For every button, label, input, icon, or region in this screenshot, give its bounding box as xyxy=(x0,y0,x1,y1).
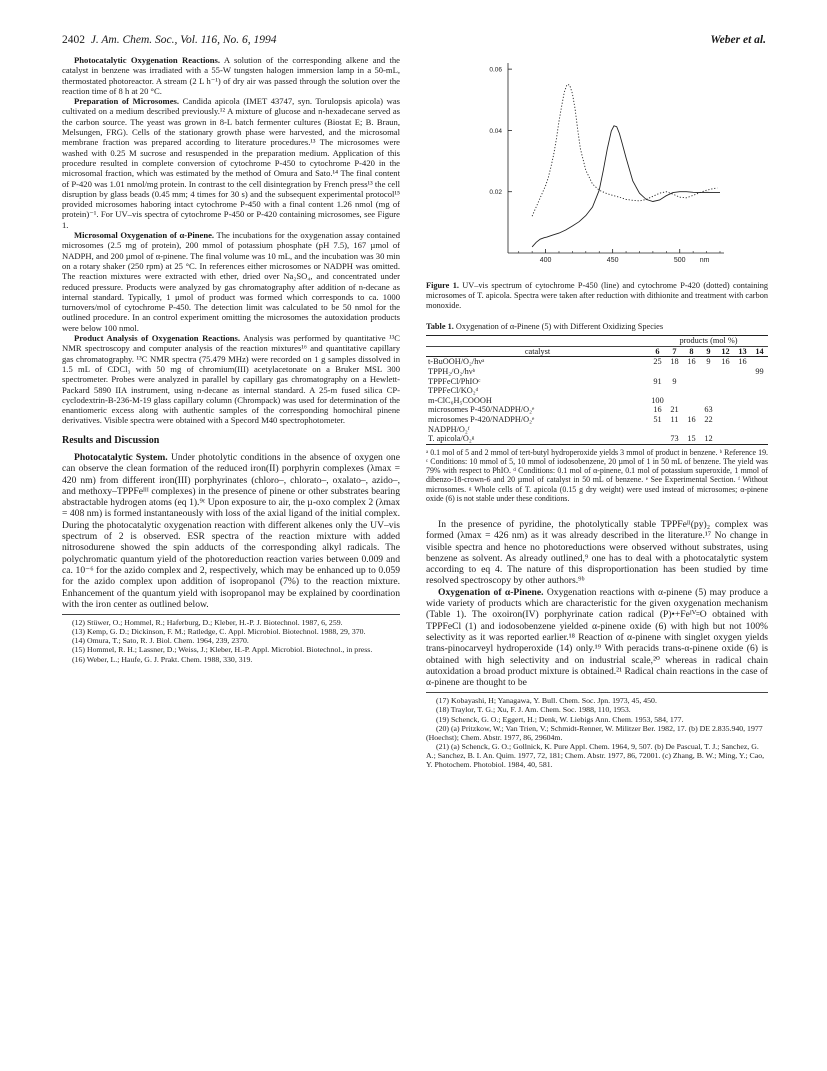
paragraph-microsome-preparation xyxy=(62,96,400,230)
value-cell xyxy=(751,357,768,367)
table-title xyxy=(426,322,768,332)
value-cell xyxy=(734,415,751,425)
section-title: Results and Discussion xyxy=(62,434,160,446)
value-cell xyxy=(751,425,768,435)
value-cell xyxy=(683,367,700,377)
value-cell xyxy=(734,386,751,396)
product-column-header: 9 xyxy=(700,346,717,357)
y-tick-label: 0.04 xyxy=(489,127,502,135)
paragraph-photocatalytic-system xyxy=(62,452,400,610)
value-cell xyxy=(734,434,751,444)
paragraph-product-analysis xyxy=(62,333,400,426)
left-column xyxy=(62,55,400,664)
table-empty-cell xyxy=(426,336,649,347)
reference-item: (16) Weber, L.; Haufe, G. J. Prakt. Chem. 1988, 330, 319. xyxy=(72,654,253,664)
value-cell xyxy=(751,386,768,396)
value-cell xyxy=(700,377,717,387)
paragraph-text: A solution of the corresponding alkene and the catalyst in benzene was irradiated with a 55-W tungsten halogen immersion lamp in a 50-mL, thermostated photoreactor. A stream (2 L h⁻¹) of dry air was passed through the solution over the reaction time of 8 h at 20 °C. xyxy=(62,55,400,96)
p450-solid-series xyxy=(532,126,720,247)
right-column xyxy=(426,55,768,769)
value-cell xyxy=(734,396,751,406)
value-cell: 22 xyxy=(704,414,713,424)
catalyst-cell: microsomes P-450/NADPH/O₂ᵉ xyxy=(428,405,535,415)
products-header: products (mol %) xyxy=(649,336,768,347)
table-row xyxy=(426,377,768,387)
value-cell xyxy=(700,367,717,377)
paragraph-text: Candida apicola (IMET 43747, syn. Torulopsis apicola) was cultivated on a medium described previously.¹² A mixture of glucose and n-hexadecane served as the carbon source. The yeast was grown in 8-L batch fermenter cultures (Biostat E; B. Braun, Melsungen, FRG). Cells of the stationary growth phase were harvested, and the microsomal membrane fraction was prepared according to literature procedures.¹³ The microsomes were washed with 0.25 M sucrose and resuspended in the preparation medium. Application of this procedure resulted in complete conversion of cytochrome P-450 to cytochrome P-420 in the microsomal fraction, which was estimated by the method of Omura and Sato.¹⁴ The final content of P-420 was 1.01 nmol/mg protein. In contrast to the cell disintegration by French press¹³ the cell disruption by glass beads (0.45 mm; 4 times for 30 s) and the subsequent experimental protocol¹⁵ provided microsomes haboring intact cytochrome P-450 with a final content 1.26 nmol (mg of protein)⁻¹. For UV–vis spectra of cytochrome P-450 or P-420 containing microsomes, see Figure 1. xyxy=(62,96,400,230)
value-cell xyxy=(666,425,683,435)
references-right xyxy=(426,692,768,769)
value-cell: 16 xyxy=(653,405,662,415)
paragraph-text: The incubations for the oxygenation assay contained microsomes (2.5 mg of protein), 200 mmol of potassium phosphate (pH 7.5), 167 µmol of NADPH, and 200 µmol of α-pinene. The final volume was 10 mL, and the incubation was 30 min on a rotary shaker (250 rpm) at 25 °C. In references either microsomes or NADPH was omitted. The reaction mixtures were extracted with ether, dried over Na₂SO₄, and concentrated under reduced pressure. Products were analyzed by gas chromatography after addition of n-decane as internal standard. Typically, 1 µmol of product was formed which corresponds to ca. 1000 turnovers/mol of cytochrome P-450. The detection limit was calculated to be 50 nmol for the outlined procedure. In an control experiment omitting the microsomes the autoxidation products were below 100 nmol. xyxy=(62,230,400,333)
table-header-row xyxy=(426,336,768,347)
reference-item: (13) Kemp, G. D.; Dickinson, F. M.; Ratledge, C. Appl. Microbiol. Biotechnol. 1988, 29, 370. xyxy=(72,627,366,637)
value-cell xyxy=(751,396,768,406)
paragraph-text: Oxygenation reactions with α-pinene (5) may produce a wide variety of products which are characteristic for the given oxygenation mechanism (Table 1). The oxoiron(IV) porphyrinate cation radical (P)•+Feᴵⱽ꞊O obtained with TPPFeCl (1) and iodosobenzene yielded α-pinene oxide (6) with high but not 100% selectivity as it was reported earlier.¹⁸ Reaction of α-pinene with singlet oxygen yields trans-pinocarveyl hydroperoxide (14) only.¹⁹ With peracids trans-α-pinene oxide (6) is obtained with high selectivity and on industrial scale,²⁰ whereas in radical chain autoxidation a broad product mixture is obtained.²¹ Radical chain reactions in the case of α-pinene are thought to be xyxy=(426,586,768,689)
run-in-heading: Oxygenation of α-Pinene. xyxy=(438,586,544,598)
value-cell: 51 xyxy=(653,414,662,424)
product-column-header: 7 xyxy=(666,346,683,357)
table-column-header-row xyxy=(426,346,768,357)
references-left xyxy=(62,614,400,663)
value-cell xyxy=(751,377,768,387)
table-label: Table 1. xyxy=(426,322,454,332)
table-row xyxy=(426,386,768,396)
reference-item: (15) Hommel, R. H.; Lassner, D.; Weiss, J.; Kleber, H.-P. Appl. Microbiol. Biotechnol., in press. xyxy=(72,645,373,655)
journal-citation: J. Am. Chem. Soc., Vol. 116, No. 6, 1994 xyxy=(90,34,277,46)
x-tick-label: 500 xyxy=(673,257,686,264)
paragraph-text: Analysis was performed by quantitative ¹³C NMR spectroscopy and computer analysis of the reaction mixtures¹⁶ and quantitative capillary gas chromatography. ¹³C NMR spectra (75.479 MHz) were recorded on 1 g samples dissolved in 1.5 mL of CDCl₃ with 50 mg of chromium(III) acetylacetonate on a Bruker MSL 300 spectrometer. Probes were analyzed in parallel by capillary gas chromatography on a Hewlett-Packard 5890 IIA instrument, using n-decane as internal standard. A 25-m fused silica CP-cyclodextrin-B-236-M-19 glass capillary column (Chrompack) was used for determination of the enantiomeric excess along with authentic samples of the corresponding homochiral pinene derivatives. Visible spectra were obtained with a Specord M40 spectrophotometer. xyxy=(62,333,400,426)
catalyst-header: catalyst xyxy=(426,346,649,357)
run-in-heading: Preparation of Microsomes. xyxy=(74,96,180,107)
figure-1-spectrum xyxy=(426,55,768,277)
value-cell xyxy=(683,377,700,387)
value-cell xyxy=(751,415,768,425)
value-cell: 15 xyxy=(687,434,696,444)
page-header xyxy=(62,34,766,50)
x-tick-label: 450 xyxy=(606,257,619,264)
value-cell xyxy=(666,396,683,406)
page-number: 2402 xyxy=(62,34,85,46)
value-cell xyxy=(683,386,700,396)
value-cell xyxy=(734,367,751,377)
value-cell xyxy=(717,367,734,377)
value-cell xyxy=(751,434,768,444)
catalyst-cell: TPPFeCl/KO₂ᵈ xyxy=(428,386,479,396)
value-cell xyxy=(734,377,751,387)
x-tick-label: 400 xyxy=(539,257,552,264)
value-cell: 25 xyxy=(653,357,662,367)
value-cell xyxy=(717,405,734,415)
value-cell xyxy=(683,425,700,435)
product-column-header: 6 xyxy=(649,346,666,357)
catalyst-cell: TPPFeCl/PhIOᶜ xyxy=(428,376,481,386)
value-cell: 21 xyxy=(670,405,679,415)
value-cell: 16 xyxy=(721,357,730,367)
value-cell: 99 xyxy=(755,366,764,376)
y-tick-label: 0.06 xyxy=(489,66,502,74)
paragraph-pinene-oxygenation xyxy=(426,587,768,689)
catalyst-cell: microsomes P-420/NADPH/O₂ᵉ xyxy=(428,414,535,424)
value-cell xyxy=(717,415,734,425)
figure-caption xyxy=(426,281,768,310)
catalyst-cell: NADPH/O₂ᶠ xyxy=(428,424,470,434)
table-row xyxy=(426,425,768,435)
value-cell: 100 xyxy=(651,395,664,405)
catalyst-cell: T. apicola/O₂ᵍ xyxy=(428,434,475,444)
value-cell xyxy=(649,434,666,444)
table-row xyxy=(426,396,768,406)
value-cell: 63 xyxy=(704,405,713,415)
value-cell: 91 xyxy=(653,376,662,386)
value-cell xyxy=(700,396,717,406)
value-cell: 11 xyxy=(670,414,679,424)
caption-text: UV–vis spectrum of cytochrome P-450 (line) and cytochrome P-420 (dotted) containing microsomes of T. apicola. Spectra were taken after reduction with dithionite and treatment with carbon monoxide. xyxy=(426,281,768,310)
table-1 xyxy=(426,335,768,445)
product-column-header: 13 xyxy=(734,346,751,357)
reference-item: (20) (a) Pritzkow, W.; Van Trien, V.; Schmidt-Renner, W. Militzer Ber. 1982, 17. (b) DE 2.835.940, 1977 (Hoechst); Chem. Abstr. 1977, 86, 29604m. xyxy=(426,723,763,742)
value-cell: 16 xyxy=(687,414,696,424)
value-cell xyxy=(649,425,666,435)
value-cell xyxy=(717,377,734,387)
value-cell: 18 xyxy=(670,357,679,367)
y-tick-label: 0.02 xyxy=(489,189,502,197)
run-in-heading: Microsomal Oxygenation of α-Pinene. xyxy=(74,230,215,241)
caption-label: Figure 1. xyxy=(426,281,459,290)
reference-item: (17) Kobayashi, H; Yanagawa, Y. Bull. Chem. Soc. Jpn. 1973, 45, 450. xyxy=(436,696,657,706)
table-body xyxy=(426,357,768,444)
value-cell xyxy=(666,367,683,377)
product-column-header: 14 xyxy=(751,346,768,357)
value-cell: 16 xyxy=(687,357,696,367)
run-in-heading: Photocatalytic System. xyxy=(74,451,168,463)
value-cell xyxy=(734,405,751,415)
spacer xyxy=(426,503,768,519)
running-head-authors: Weber et al. xyxy=(710,34,766,46)
p420-dotted-series xyxy=(532,85,717,217)
reference-item: (19) Schenck, G. O.; Eggert, H.; Denk, W. Liebigs Ann. Chem. 1953, 584, 177. xyxy=(436,714,684,724)
value-cell: 16 xyxy=(738,357,747,367)
value-cell xyxy=(649,386,666,396)
running-head-left xyxy=(62,34,277,46)
reference-item: (18) Traylor, T. G.; Xu, F. J. Am. Chem. Soc. 1988, 110, 1953. xyxy=(436,705,631,715)
table-row xyxy=(426,357,768,367)
value-cell xyxy=(683,405,700,415)
product-column-header: 8 xyxy=(683,346,700,357)
catalyst-cell: t-BuOOH/O₂/hνᵃ xyxy=(428,357,485,367)
table-footnotes: ᵃ 0.1 mol of 5 and 2 mmol of tert-butyl hydroperoxide yields 3 mmol of product in benzene. ᵇ Reference 19. ᶜ Conditions: 10 mmol of 5, 10 mmol of iodosobenzene, 20 µmol of 1 in 50 mL of benzene. The yield was 79% with respect to PhIO. ᵈ Conditions: 0.1 mol of α-pinene, 0.1 mol of potassium superoxide, 1 mmol of dibenzo-18-crown-6 and 20 µmol of catalyst in 50 mL of benzene. ᵉ See Experimental Section. ᶠ Without microsomes. ᵍ Whole cells of T. apicola (0.15 g dry weight) were used instead of microsomes; α-pinene oxide (6) is not stable under these conditions. xyxy=(426,447,768,503)
x-unit-label: nm xyxy=(699,257,710,264)
catalyst-cell: m-ClC₆H₅COOOH xyxy=(428,395,492,405)
spectrum-chart xyxy=(426,55,768,277)
table-title-text: Oxygenation of α-Pinene (5) with Different Oxidizing Species xyxy=(453,322,664,332)
value-cell xyxy=(700,425,717,435)
paragraph-photocatalytic-oxygenation xyxy=(62,55,400,96)
table-row xyxy=(426,434,768,444)
table-row xyxy=(426,415,768,425)
value-cell: 9 xyxy=(672,376,677,386)
run-in-heading: Photocatalytic Oxygenation Reactions. xyxy=(74,55,220,65)
table-row xyxy=(426,367,768,377)
value-cell xyxy=(700,386,717,396)
reference-item: (14) Omura, T.; Sato, R. J. Biol. Chem. 1964, 239, 2370. xyxy=(72,636,249,646)
table-row xyxy=(426,405,768,415)
value-cell xyxy=(717,434,734,444)
value-cell: 73 xyxy=(670,434,679,444)
value-cell xyxy=(683,396,700,406)
value-cell xyxy=(751,405,768,415)
paragraph-text: Under photolytic conditions in the absence of oxygen one can observe the clean formation of the reduced iron(II) porphyrin complexes (λmax = 420 nm) from different iron(III) porphyrinates (chloro–, chlorato–, oxalato–, azido–, and methoxy–TPPFeᴵᴵᴵ complexes) in the presence of pinene or other substrates bearing abstractable hydrogen atoms (eq 1).⁹ᶜ Upon exposure to air, the µ-oxo complex 2 (λmax = 408 nm) is formed instantaneously with loss of the axial ligand of the initial complex. During the photocatalytic oxygenation reaction with different alkenes only the UV–vis spectrum of 2 is observed. ESR spectra of the reaction mixture with added nitrosodurene showed the spin adducts of the corresponding alkyl radicals. The polychromatic quantum yield of the photoreduction reaction varies between 0.009 and ca. 10⁻⁶ for the azido complex and 2, respectively, which may be enhanced up to 0.059 for the azido complex upon addition of isopropanol (7%) to the reaction mixture. Enhancement of the quantum yield with isopropanol may be explained by coordination with the iron center as outlined below. xyxy=(62,451,400,610)
value-cell: 9 xyxy=(706,357,711,367)
paragraph-microsomal-oxygenation xyxy=(62,230,400,333)
value-cell xyxy=(666,386,683,396)
value-cell xyxy=(649,367,666,377)
reference-item: (21) (a) Schenck, G. O.; Gollnick, K. Pure Appl. Chem. 1964, 9, 507. (b) De Pascual, T. J.; Sanchez, G. A.; Sanchez, B. I. An. Quim. 1977, 72, 181; Chem. Abstr. 1977, 86, 72001. (c) Zhang, B. W.; Ming, Y.; Cao, Y. Photochem. Photobiol. 1984, 40, 581. xyxy=(426,741,765,770)
value-cell xyxy=(717,386,734,396)
catalyst-cell: TPPH₂/O₂/hνᵇ xyxy=(428,366,476,376)
paragraph-pyridine: In the presence of pyridine, the photolytically stable TPPFeᴵᴵ(py)₂ complex was formed (λmax = 426 nm) as it was already described in the literature.¹⁷ No change in visible spectra and hence no photoreductions were observed without substrates, using benzene as solvent. As already outlined,⁹ one has to deal with a photocatalytic system according to eq 4. The nature of this disproportionation has been studied by time resolved spectroscopy by other authors.⁹ᵇ xyxy=(426,518,768,587)
run-in-heading: Product Analysis of Oxygenation Reactions. xyxy=(74,333,241,344)
product-column-header: 12 xyxy=(717,346,734,357)
value-cell xyxy=(717,425,734,435)
value-cell xyxy=(734,425,751,435)
value-cell: 12 xyxy=(704,434,713,444)
value-cell xyxy=(717,396,734,406)
reference-item: (12) Stüwer, O.; Hommel, R.; Haferburg, D.; Kleber, H.-P. J. Biotechnol. 1987, 6, 259. xyxy=(72,618,343,628)
